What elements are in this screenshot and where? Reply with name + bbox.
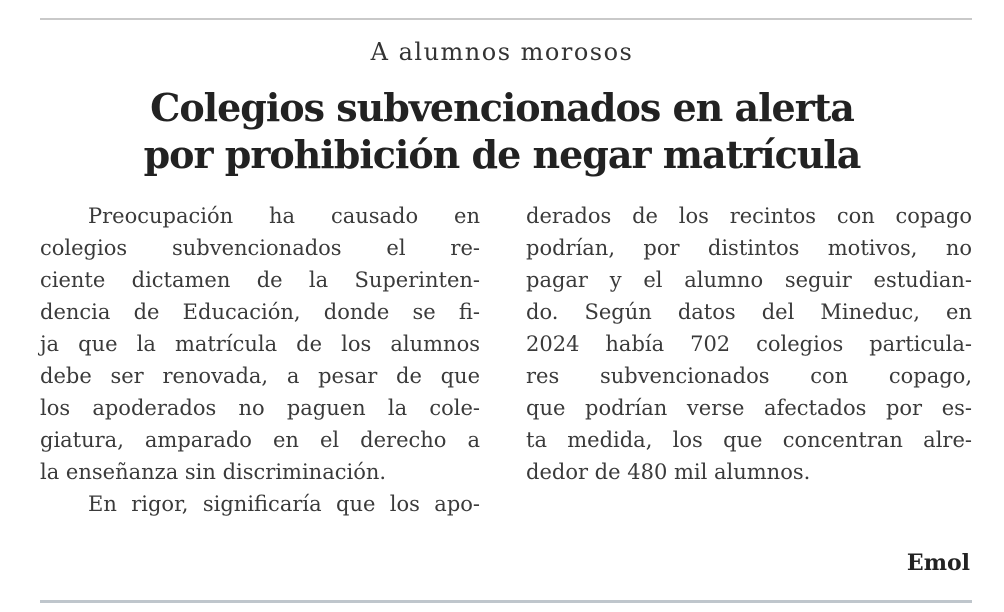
body-column-right: [526, 200, 972, 488]
body-line: giatura, amparado en el derecho a: [40, 428, 480, 452]
body-line: los apoderados no paguen la cole-: [40, 396, 480, 420]
body-line: ta medida, los que concentran alre-: [526, 428, 972, 452]
article-source: Emol: [906, 550, 970, 576]
body-line: colegios subvencionados el re-: [40, 236, 480, 260]
body-line: Preocupación ha causado en: [88, 204, 480, 228]
body-line: 2024 había 702 colegios particula-: [526, 332, 972, 356]
body-line: podrían, por distintos motivos, no: [526, 236, 972, 260]
body-line: En rigor, significaría que los apo-: [88, 492, 480, 516]
body-line: que podrían verse afectados por es-: [526, 396, 972, 420]
bottom-divider: [40, 600, 972, 603]
body-line: do. Según datos del Mineduc, en: [526, 300, 972, 324]
body-line: dencia de Educación, donde se fi-: [40, 300, 480, 324]
top-divider: [40, 18, 972, 20]
body-line: la enseñanza sin discriminación.: [40, 460, 387, 484]
body-line: derados de los recintos con copago: [526, 204, 972, 228]
body-line: res subvencionados con copago,: [526, 364, 972, 388]
article-headline: [0, 84, 1004, 178]
body-line: debe ser renovada, a pesar de que: [40, 364, 480, 388]
body-column-left: [40, 200, 480, 520]
article-kicker: A alumnos morosos: [370, 38, 634, 66]
headline-line-1: Colegios subvencionados en alerta: [150, 85, 854, 130]
body-line: ja que la matrícula de los alumnos: [40, 332, 480, 356]
body-line: pagar y el alumno seguir estudian-: [526, 268, 972, 292]
body-line: dedor de 480 mil alumnos.: [526, 460, 811, 484]
headline-line-2: por prohibición de negar matrícula: [143, 132, 861, 177]
body-line: ciente dictamen de la Superinten-: [40, 268, 480, 292]
